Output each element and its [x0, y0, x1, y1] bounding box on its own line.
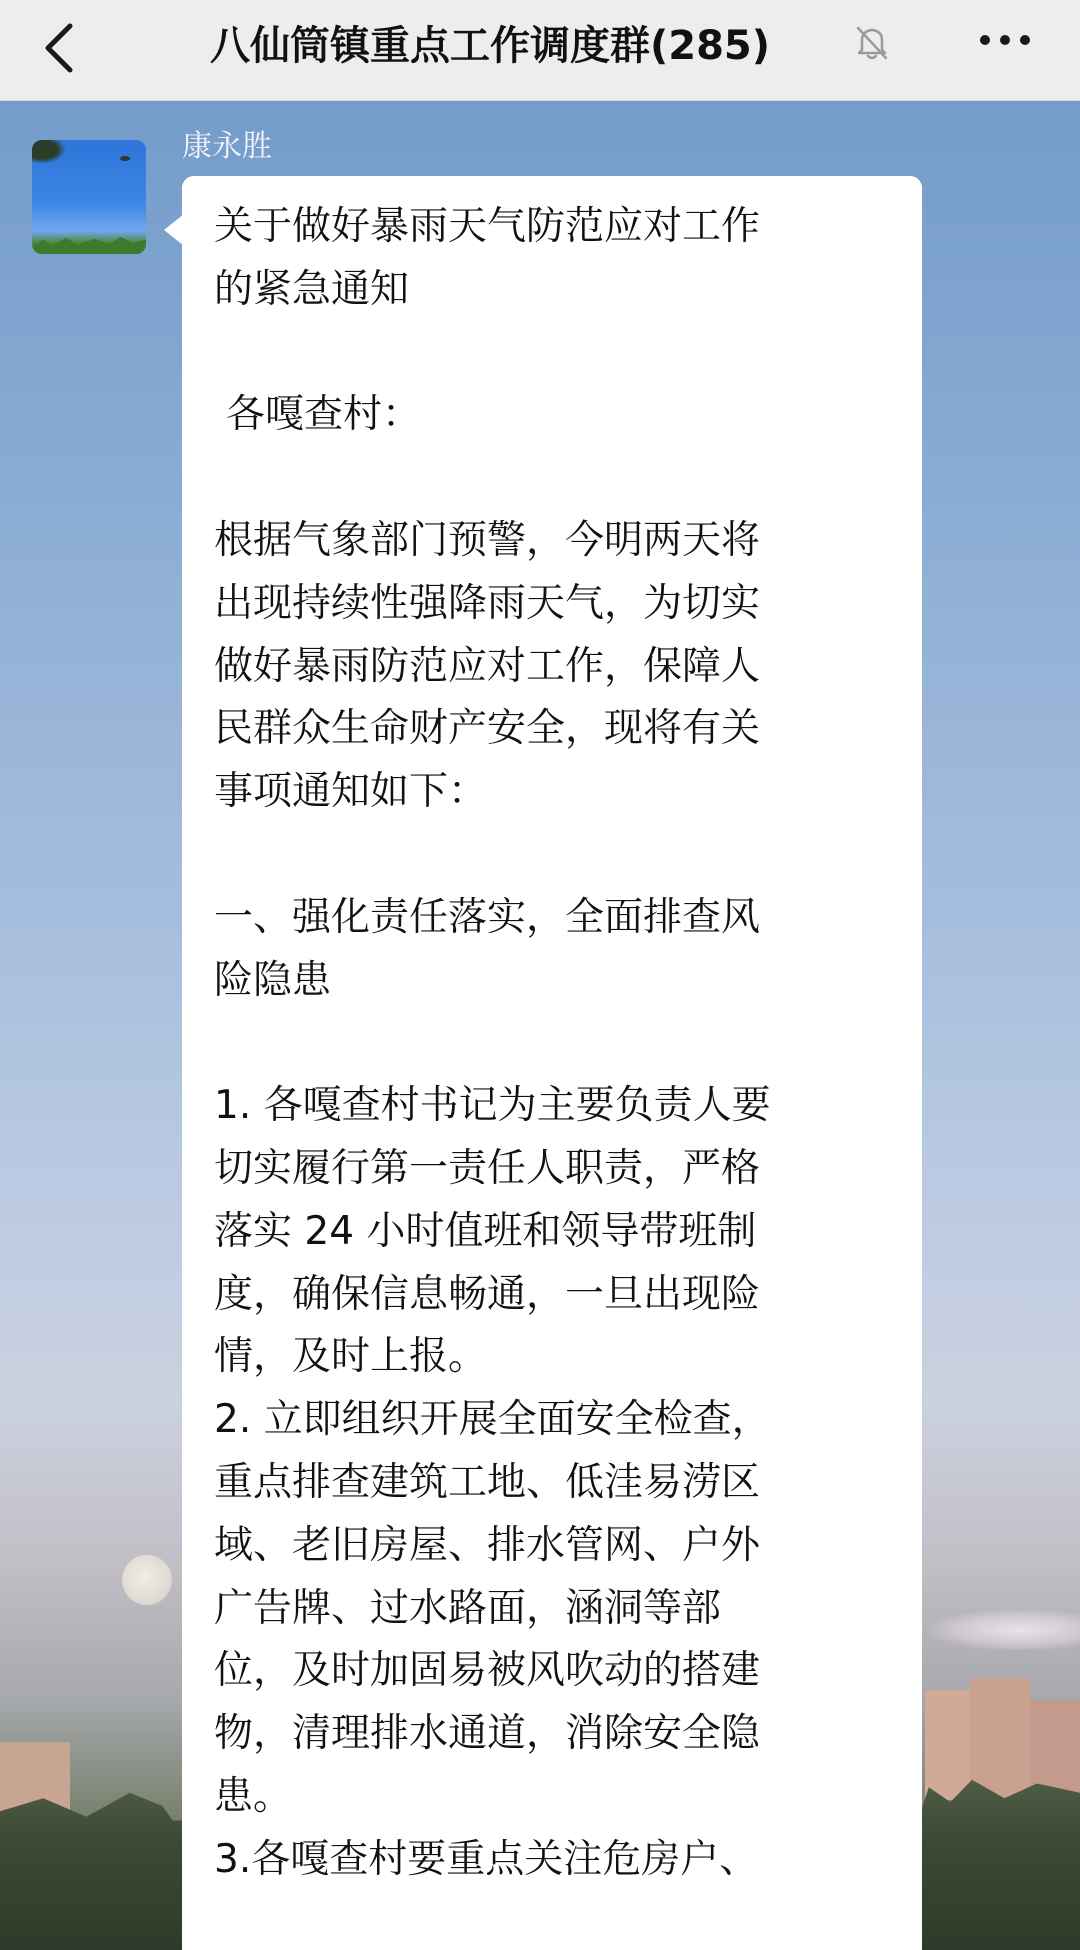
chevron-left-icon[interactable] — [40, 18, 76, 78]
message-text[interactable] — [214, 196, 904, 1892]
message-line: 重点排查建筑工地、低洼易涝区 — [214, 1459, 761, 1505]
grass-image — [32, 236, 146, 254]
message-line: 各嘎查村： — [226, 392, 422, 438]
blank-line — [214, 447, 904, 510]
message-line: 1. 各嘎查村书记为主要负责人要 — [214, 1083, 771, 1129]
message-line: 情，及时上报。 — [214, 1334, 488, 1380]
message-line: 做好暴雨防范应对工作，保障人 — [214, 643, 761, 689]
building-image — [925, 1690, 970, 1800]
message-line: 落实 24 小时值班和领导带班制 — [214, 1208, 757, 1254]
cloud-image — [930, 1610, 1080, 1650]
message-line: 广告牌、过水路面，涵洞等部 — [214, 1585, 722, 1631]
bubble-tail — [164, 214, 184, 246]
blank-line — [214, 824, 904, 887]
message-line: 出现持续性强降雨天气，为切实 — [214, 580, 761, 626]
message-line: 的紧急通知 — [214, 266, 410, 312]
blank-line — [214, 322, 904, 385]
message-line: 切实履行第一责任人职责，严格 — [214, 1145, 761, 1191]
moon-image — [122, 1555, 172, 1605]
branch-image — [32, 140, 66, 164]
message-line: 域、老旧房屋、排水管网、户外 — [214, 1522, 761, 1568]
message-line: 根据气象部门预警，今明两天将 — [214, 517, 761, 563]
message-line: 事项通知如下： — [214, 769, 488, 815]
blank-line — [214, 1012, 904, 1075]
bell-muted-icon — [852, 22, 892, 62]
chat-title: 八仙筒镇重点工作调度群(285) — [209, 23, 771, 69]
more-dots-icon[interactable] — [975, 30, 1035, 50]
message-line: 2. 立即组织开展全面安全检查， — [214, 1397, 771, 1443]
sender-name: 康永胜 — [182, 129, 272, 164]
chat-header — [0, 0, 1080, 101]
message-line: 险隐患 — [214, 957, 332, 1003]
avatar[interactable] — [32, 140, 146, 254]
message-line: 度，确保信息畅通，一旦出现险 — [214, 1271, 761, 1317]
message-line: 民群众生命财产安全，现将有关 — [214, 706, 761, 752]
message-line: 关于做好暴雨天气防范应对工作 — [214, 204, 761, 249]
message-line: 3.各嘎查村要重点关注危房户、 — [214, 1836, 759, 1882]
message-line: 一、强化责任落实，全面排查风 — [214, 894, 761, 940]
message-line: 位，及时加固易被风吹动的搭建 — [214, 1648, 761, 1694]
message-line: 物，清理排水通道，消除安全隐 — [214, 1711, 761, 1757]
message-line: 患。 — [214, 1773, 293, 1819]
bird-image — [120, 156, 130, 161]
